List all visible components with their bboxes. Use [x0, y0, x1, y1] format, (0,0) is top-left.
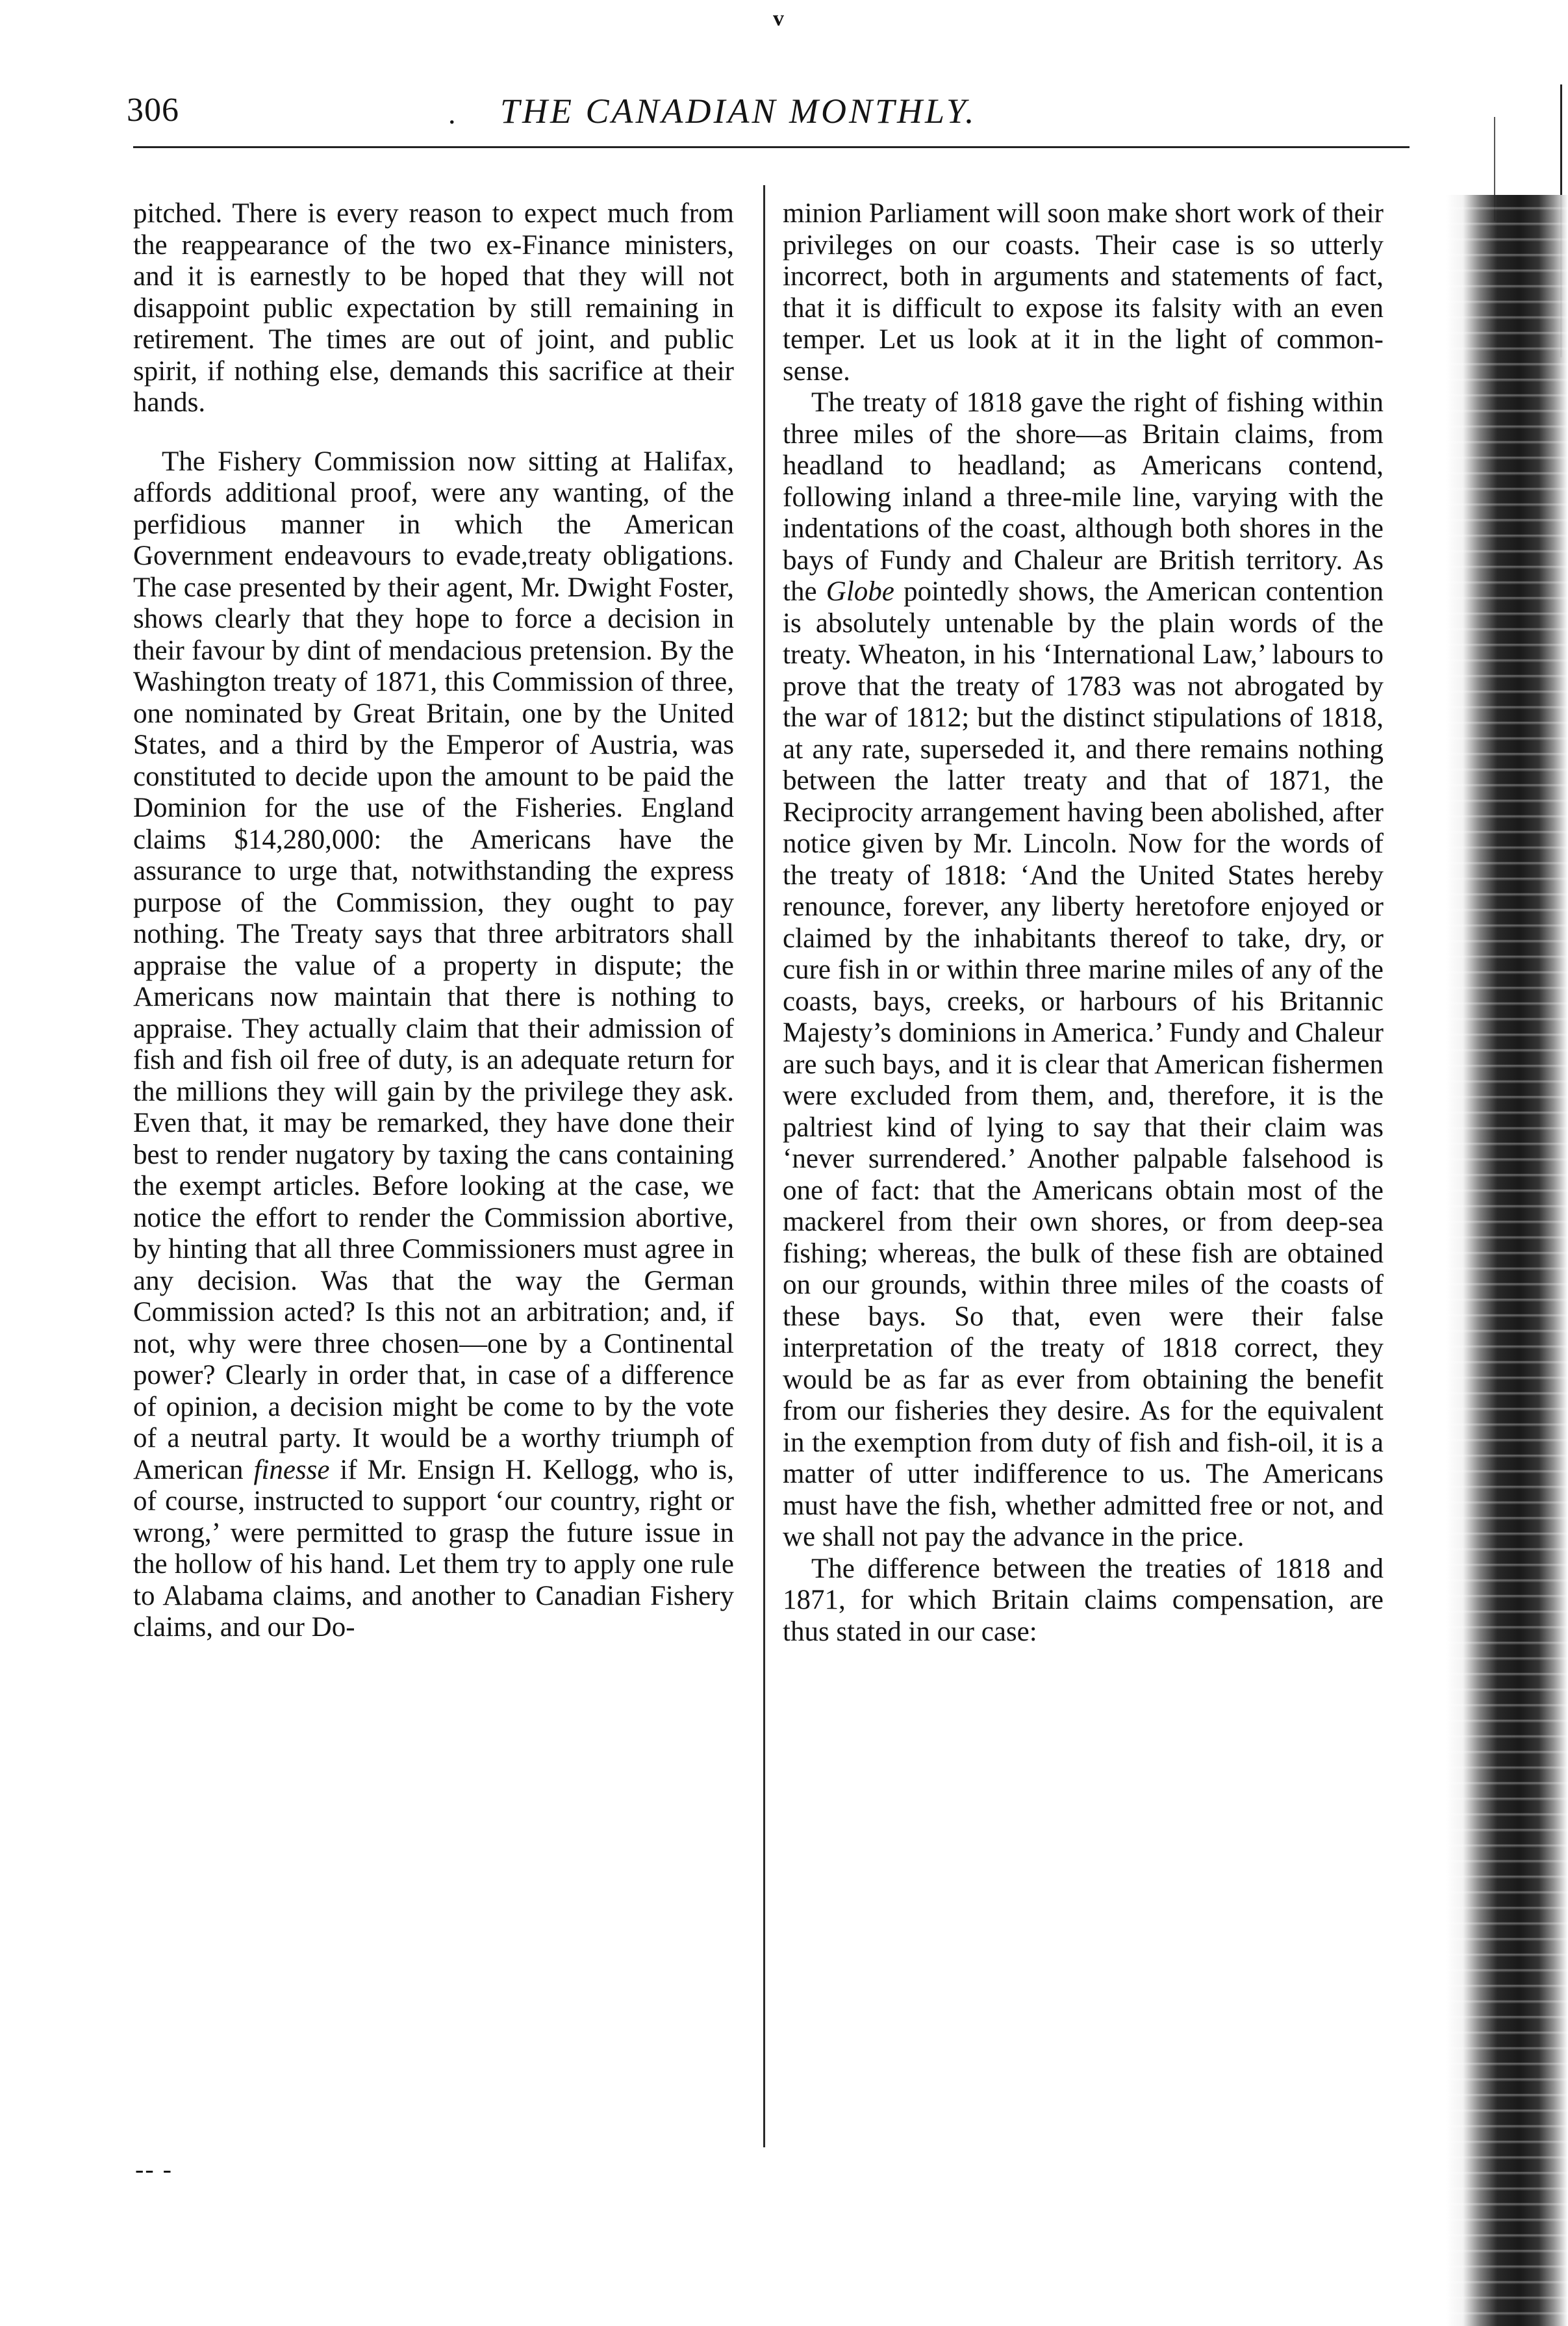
- italic-globe: Globe: [826, 576, 894, 607]
- right-paragraph-2-end: pointedly shows, the American contention is absolutely untenable by the plain words of the treaty. Wheaton, in his ‘International Law,’ labours to prove that the treaty of 1783 was not abrogated by the war of 1812; but the distinct stipulations of 1818, at any rate, superseded it, and there remains nothing between the latter treaty and that of 1871, the Reciprocity arrangement having been abolished, after notice given by Mr. Lincoln. Now for the words of the treaty of 1818: ‘And the United States hereby renounce, forever, any liberty heretofore enjoyed or claimed by the inhabitants thereof to take, dry, or cure fish in or within three marine miles of any of the coasts, bays, creeks, or harbours of his Britannic Majesty’s dominions in America.’ Fundy and Chaleur are such bays, and it is clear that American fishermen were excluded from them, and, therefore, it is the paltriest kind of lying to say that their claim was ‘never surrendered.’ Another palpable falsehood is one of fact: that the Americans obtain most of the mackerel from their own shores, or from deep-sea fishing; whereas, the bulk of these fish are obtained on our grounds, within three miles of the coasts of these bays. So that, even were their false interpretation of the treaty of 1818 correct, they would be as far as ever from obtaining the benefit from our fisheries they desire. As for the equivalent in the exemption from duty of fish and fish-oil, it is a matter of utter indifference to us. The Americans must have the fish, whether admitted free or not, and we shall not pay the advance in the price.: [783, 576, 1384, 1552]
- right-paragraph-2: [783, 387, 1384, 1553]
- right-paragraph-2-start: The treaty of 1818 gave the right of fishing within three miles of the shore—as Britain claims, from headland to headland; as Americans contend, following inland a three-mile line, varying with the indentations of the coast, although both shores in the bays of Fundy and Chaleur are British territory. As the: [783, 387, 1384, 607]
- right-paragraph-1: minion Parliament will soon make short work of their privileges on our coasts. Their case is so utterly incorrect, both in arguments and statements of fact, that it is difficult to expose its falsity with an even temper. Let us look at it in the light of common-sense.: [783, 198, 1384, 387]
- left-paragraph-2-text: The Fishery Commission now sitting at Halifax, affords additional proof, were any wanting, of the perfidious manner in which the American Government endeavours to evade,treaty obligations. The case presented by their agent, Mr. Dwight Foster, shows clearly that they hope to force a decision in their favour by dint of mendacious pretension. By the Washington treaty of 1871, this Commission of three, one nominated by Great Britain, one by the United States, and a third by the Emperor of Austria, was constituted to decide upon the amount to be paid the Dominion for the use of the Fisheries. England claims $14,280,000: the Americans have the assurance to urge that, notwithstanding the express purpose of the Commission, they ought to pay nothing. The Treaty says that three arbitrators shall appraise the value of a property in dispute; the Americans now maintain that there is nothing to appraise. They actually claim that their admission of fish and fish oil free of duty, is an adequate return for the millions they will gain by the privilege they ask. Even that, it may be remarked, they have done their best to render nugatory by taxing the cans containing the exempt articles. Before looking at the case, we notice the effort to render the Commission abortive, by hinting that all three Commissioners must agree in any decision. Was that the way the German Commission acted? Is this not an arbitration; and, if not, why were three chosen—one by a Continental power? Clearly in order that, in case of a difference of opinion, a decision might be come to by the vote of a neutral party. It would be a worthy triumph of American: [133, 446, 734, 1485]
- left-column: [133, 198, 734, 1644]
- paragraph-gap: [133, 419, 734, 446]
- right-paragraph-3: The difference between the treaties of 1818 and 1871, for which Britain claims compensation, are thus stated in our case:: [783, 1553, 1384, 1647]
- footer-mark: -- -: [135, 2154, 173, 2184]
- top-mark: v: [773, 6, 784, 31]
- left-paragraph-2: [133, 446, 734, 1644]
- page-number: 306: [127, 92, 179, 129]
- left-paragraph-2-end: if Mr. Ensign H. Kellogg, who is, of course, instructed to support ‘our country, right or wrong,’ were permitted to grasp the future issue in the hollow of his hand. Let them try to apply one rule to Alabama claims, and another to Canadian Fishery claims, and our Do-: [133, 1454, 735, 1642]
- column-rule: [763, 185, 765, 2147]
- header-dot: .: [448, 97, 456, 130]
- running-head: THE CANADIAN MONTHLY.: [500, 92, 977, 131]
- italic-finesse: finesse: [253, 1454, 330, 1485]
- right-column: [783, 198, 1384, 1648]
- left-paragraph-1: pitched. There is every reason to expect much from the reappearance of the two ex-Finance ministers, and it is earnestly to be hoped that they will not disappoint public expectation by still remaining in retirement. The times are out of joint, and public spirit, if nothing else, demands this sacrifice at their hands.: [133, 198, 734, 418]
- binding-shadow: [1446, 195, 1568, 2326]
- header-rule: [133, 146, 1410, 148]
